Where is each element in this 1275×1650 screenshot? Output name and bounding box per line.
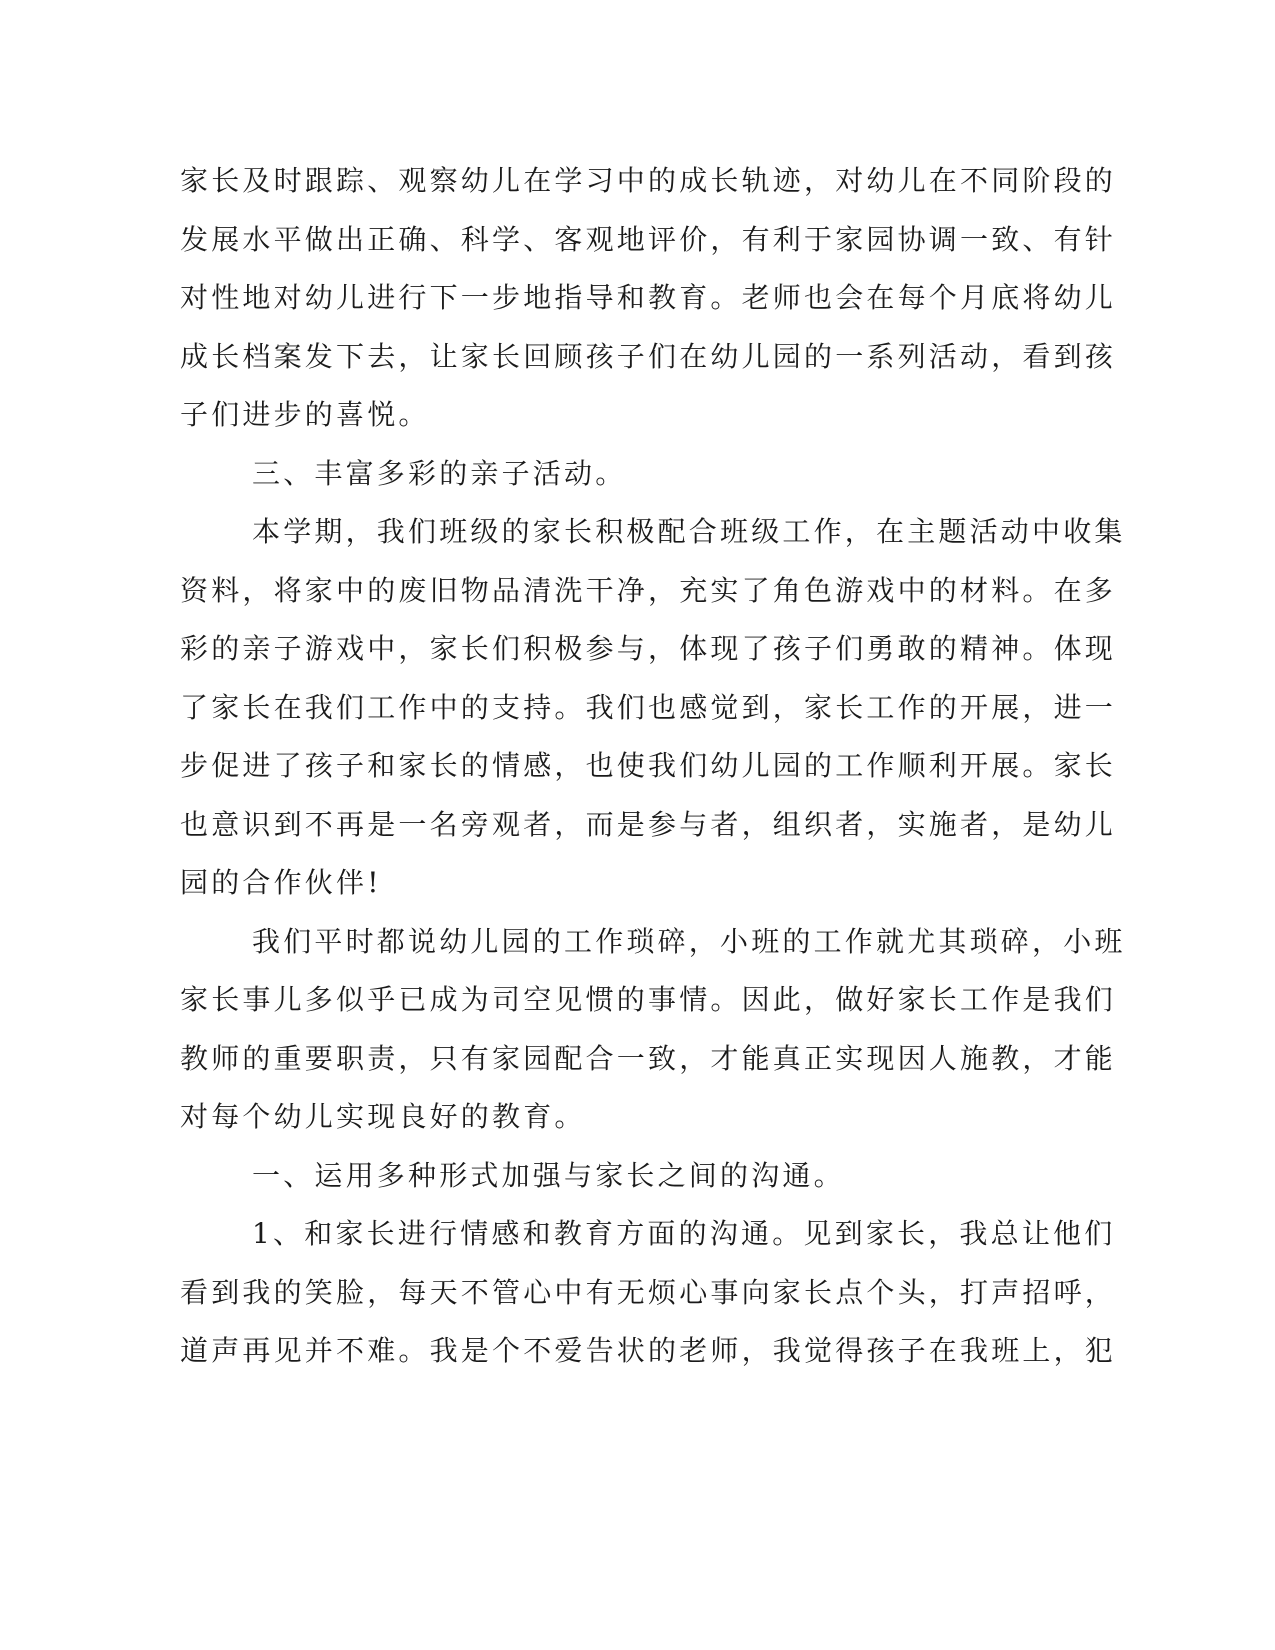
text-line: 彩的亲子游戏中，家长们积极参与，体现了孩子们勇敢的精神。体现: [180, 632, 1117, 665]
text-line: 看到我的笑脸，每天不管心中有无烦心事向家长点个头，打声招呼，: [180, 1275, 1117, 1309]
text-line: 子们进步的喜悦。: [180, 398, 430, 431]
text-line: 也意识到不再是一名旁观者，而是参与者，组织者，实施者，是幼儿: [180, 807, 1117, 841]
text-line: 了家长在我们工作中的支持。我们也感觉到，家长工作的开展，进一: [180, 690, 1117, 724]
text-line: 家长及时跟踪、观察幼儿在学习中的成长轨迹，对幼儿在不同阶段的: [180, 164, 1117, 197]
text-line: 家长事儿多似乎已成为司空见惯的事情。因此，做好家长工作是我们: [180, 983, 1117, 1016]
text-line: 教师的重要职责，只有家园配合一致，才能真正实现因人施教，才能: [180, 1041, 1117, 1075]
text-line: 步促进了孩子和家长的情感，也使我们幼儿园的工作顺利开展。家长: [180, 749, 1117, 782]
text-line: 对每个幼儿实现良好的教育。: [180, 1100, 586, 1133]
text-line: 资料，将家中的废旧物品清洗干净，充实了角色游戏中的材料。在多: [180, 573, 1117, 607]
text-line: 本学期，我们班级的家长积极配合班级工作，在主题活动中收集: [252, 515, 1126, 548]
text-line: 发展水平做出正确、科学、客观地评价，有利于家园协调一致、有针: [180, 222, 1117, 256]
text-line: 成长档案发下去，让家长回顾孩子们在幼儿园的一系列活动，看到孩: [180, 339, 1117, 373]
text-line: 1、和家长进行情感和教育方面的沟通。见到家长，我总让他们: [252, 1217, 1116, 1250]
text-line: 园的合作伙伴!: [180, 866, 382, 899]
document-body: [180, 152, 1126, 1381]
text-line: 我们平时都说幼儿园的工作琐碎，小班的工作就尤其琐碎，小班: [252, 924, 1126, 958]
text-line: 道声再见并不难。我是个不爱告状的老师，我觉得孩子在我班上，犯: [180, 1334, 1117, 1367]
section-heading: 一、运用多种形式加强与家长之间的沟通。: [252, 1158, 845, 1192]
section-heading: 三、丰富多彩的亲子活动。: [252, 456, 627, 490]
text-line: 对性地对幼儿进行下一步地指导和教育。老师也会在每个月底将幼儿: [180, 281, 1117, 314]
